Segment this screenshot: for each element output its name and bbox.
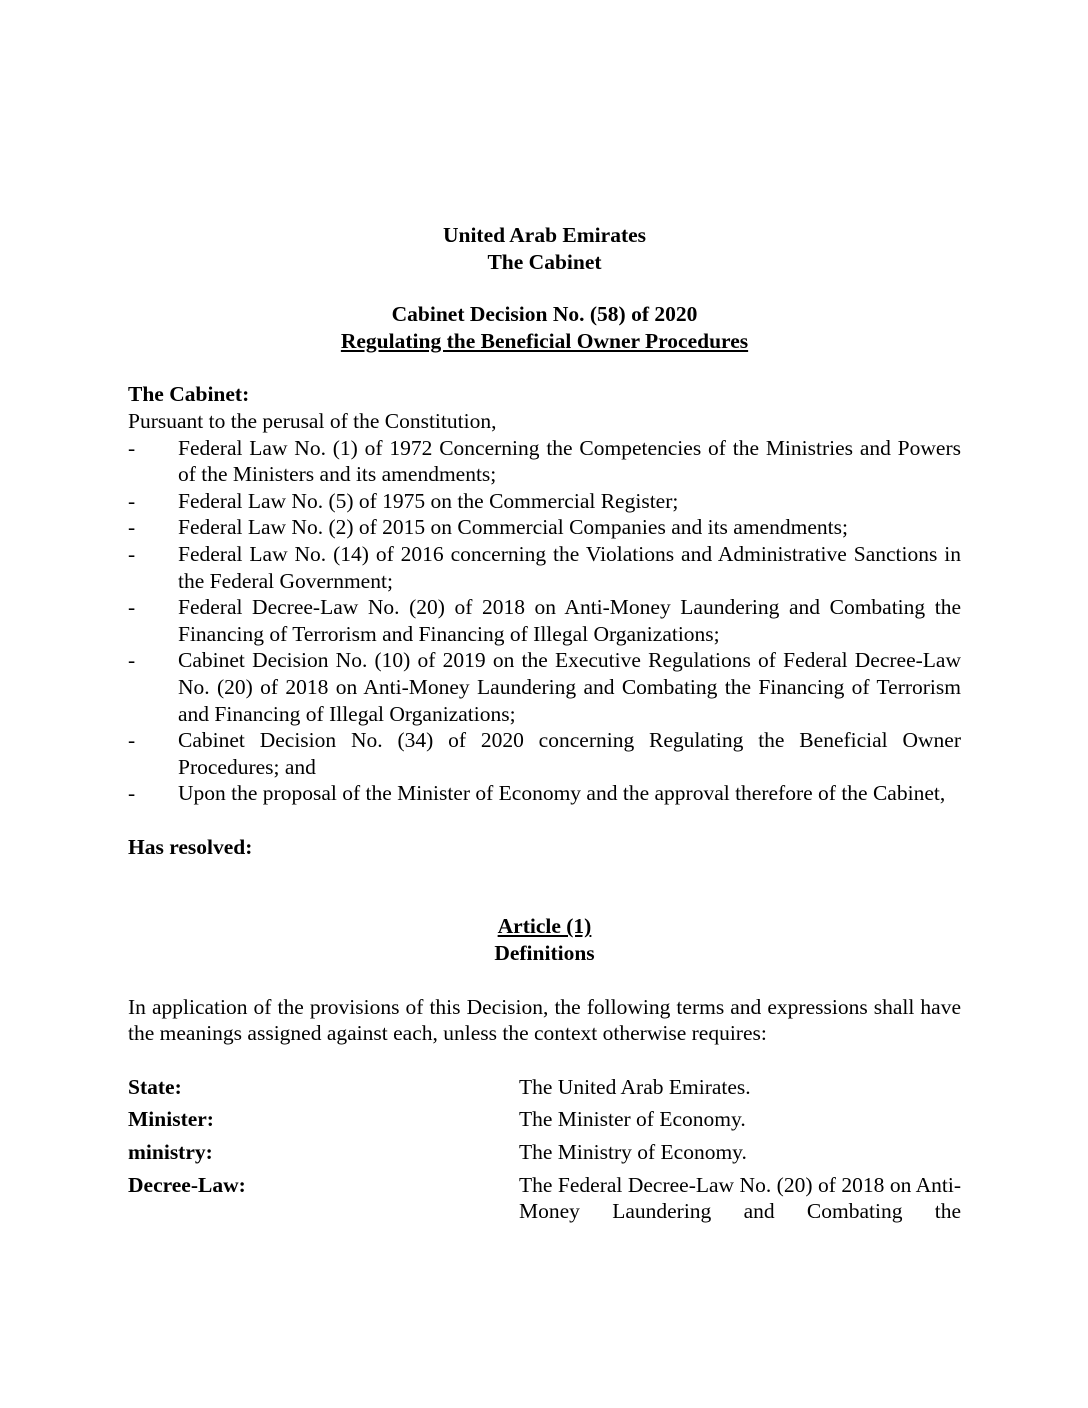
list-item: - Federal Law No. (1) of 1972 Concerning the Competencies of the Ministries and Powers of the Ministers and its amendments; bbox=[128, 435, 961, 487]
resolved-heading: Has resolved: bbox=[128, 834, 253, 859]
definition-text: The Ministry of Economy. bbox=[519, 1140, 747, 1165]
preamble-heading: The Cabinet: bbox=[128, 382, 250, 407]
list-dash: - bbox=[128, 515, 136, 540]
preamble bbox=[128, 381, 961, 860]
definition-row bbox=[128, 1139, 961, 1166]
definition-row bbox=[128, 1074, 961, 1101]
legal-basis-list bbox=[128, 435, 961, 807]
definition-text: The Federal Decree-Law No. (20) of 2018 on Anti-Money Laundering and Combating the bbox=[519, 1172, 961, 1224]
definition-text: The Minister of Economy. bbox=[519, 1107, 746, 1132]
definition-term: Decree-Law: bbox=[128, 1172, 246, 1197]
decision-subtitle: Regulating the Beneficial Owner Procedures bbox=[340, 328, 749, 353]
list-dash: - bbox=[128, 488, 136, 513]
document-page bbox=[128, 222, 961, 1231]
list-dash: - bbox=[128, 541, 136, 566]
list-dash: - bbox=[128, 648, 136, 673]
header-block bbox=[128, 222, 961, 275]
preamble-intro: Pursuant to the perusal of the Constitution, bbox=[128, 408, 497, 433]
list-item: - Federal Law No. (2) of 2015 on Commercial Companies and its amendments; bbox=[128, 515, 848, 540]
article-intro: In application of the provisions of this Decision, the following terms and expressions shall have the meanings assigned against each, unless the context otherwise requires: bbox=[128, 994, 961, 1046]
list-item: - Cabinet Decision No. (10) of 2019 on the Executive Regulations of Federal Decree-Law No. (20) of 2018 on Anti-Money Laundering and Combating the Financing of Terrorism and Financing of Illegal Organizations; bbox=[128, 648, 961, 726]
definition-row bbox=[128, 1172, 961, 1225]
definition-term: ministry: bbox=[128, 1140, 213, 1165]
definition-term: State: bbox=[128, 1074, 182, 1099]
article-number: Article (1) bbox=[497, 914, 592, 939]
definition-row bbox=[128, 1106, 961, 1133]
article-title: Definitions bbox=[494, 941, 595, 966]
list-dash: - bbox=[128, 595, 136, 620]
decision-title-block bbox=[128, 301, 961, 354]
list-dash: - bbox=[128, 781, 136, 806]
list-item: - Upon the proposal of the Minister of Economy and the approval therefore of the Cabinet, bbox=[128, 781, 946, 806]
definitions-list bbox=[128, 1074, 961, 1225]
list-item: - Cabinet Decision No. (34) of 2020 concerning Regulating the Beneficial Owner Procedures; and bbox=[128, 728, 961, 779]
article-heading-block bbox=[128, 913, 961, 966]
cabinet-heading: The Cabinet bbox=[487, 249, 602, 274]
list-dash: - bbox=[128, 728, 136, 753]
list-dash: - bbox=[128, 435, 136, 460]
definition-term: Minister: bbox=[128, 1107, 214, 1132]
list-item: - Federal Law No. (14) of 2016 concerning the Violations and Administrative Sanctions in the Federal Government; bbox=[128, 541, 961, 593]
decision-title: Cabinet Decision No. (58) of 2020 bbox=[391, 302, 698, 327]
country-heading: United Arab Emirates bbox=[442, 223, 647, 247]
definition-text: The United Arab Emirates. bbox=[519, 1074, 751, 1099]
list-item: - Federal Decree-Law No. (20) of 2018 on Anti-Money Laundering and Combating the Financing of Terrorism and Financing of Illegal Organizations; bbox=[128, 595, 961, 646]
list-item: - Federal Law No. (5) of 1975 on the Commercial Register; bbox=[128, 488, 679, 513]
